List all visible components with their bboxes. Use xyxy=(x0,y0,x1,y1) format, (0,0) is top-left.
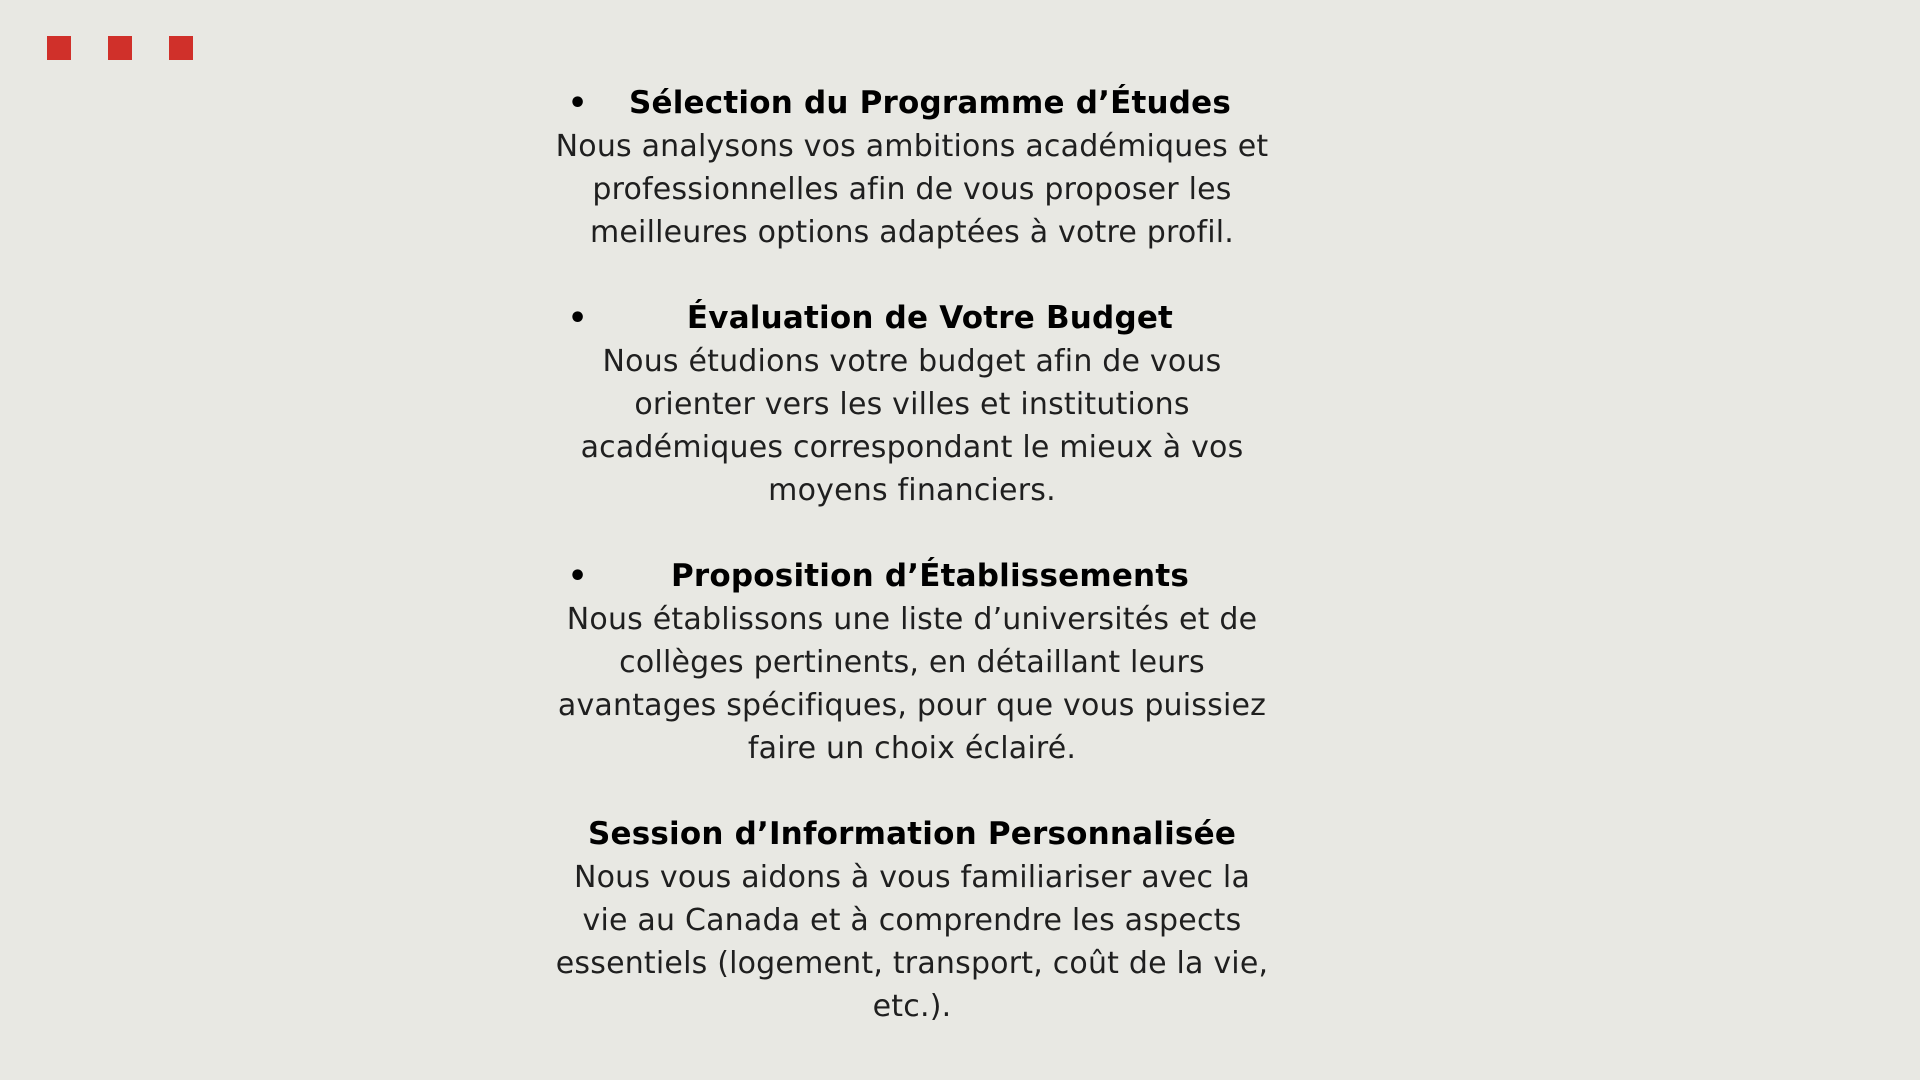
red-square-decoration-3 xyxy=(169,36,193,60)
list-item-program-selection xyxy=(548,82,1276,254)
item-title-text: Sélection du Programme d’Études xyxy=(628,85,1232,121)
item-title-text: Proposition d’Établissements xyxy=(671,558,1189,594)
item-description: Nous analysons vos ambitions académiques et professionnelles afin de vous proposer les meilleures options adaptées à votre profil. xyxy=(555,129,1269,250)
item-title-text: Évaluation de Votre Budget xyxy=(686,300,1174,336)
item-title xyxy=(548,297,1276,340)
item-title xyxy=(548,813,1276,856)
list-item-institution-proposal xyxy=(548,555,1276,770)
item-description: Nous établissons une liste d’universités et de collèges pertinents, en détaillant leurs avantages spécifiques, pour que vous puissiez faire un choix éclairé. xyxy=(557,602,1267,766)
item-description: Nous vous aidons à vous familiariser avec la vie au Canada et à comprendre les aspects essentiels (logement, transport, coût de la vie, etc.). xyxy=(555,860,1269,1024)
item-title-text: Session d’Information Personnalisée xyxy=(587,816,1237,852)
item-description: Nous étudions votre budget afin de vous orienter vers les villes et institutions académiques correspondant le mieux à vos moyens financiers. xyxy=(580,344,1244,508)
bullet-icon: • xyxy=(568,86,588,121)
services-list xyxy=(548,82,1276,1028)
bullet-icon: • xyxy=(568,301,588,336)
list-item-budget-evaluation xyxy=(548,297,1276,512)
item-title xyxy=(548,555,1276,598)
item-title xyxy=(548,82,1276,125)
red-square-decoration-1 xyxy=(47,36,71,60)
red-square-decoration-2 xyxy=(108,36,132,60)
list-item-information-session xyxy=(548,813,1276,1028)
bullet-icon: • xyxy=(568,559,588,594)
decorative-squares xyxy=(47,36,193,60)
